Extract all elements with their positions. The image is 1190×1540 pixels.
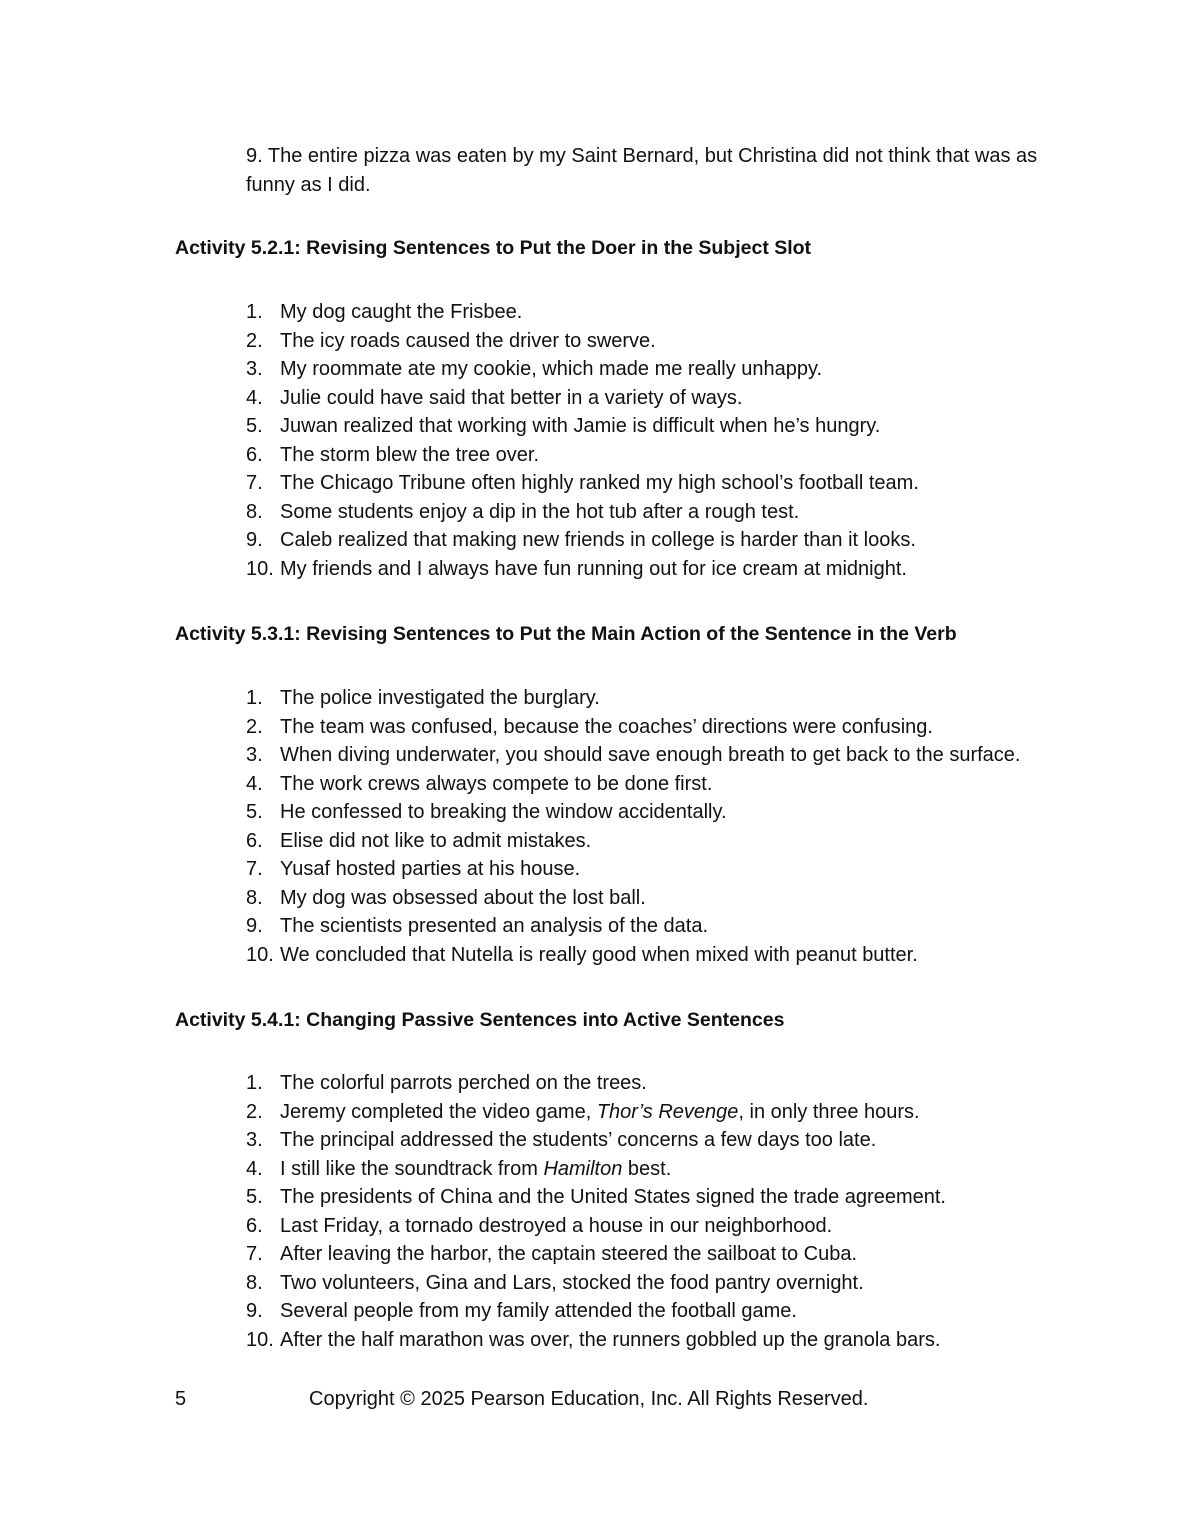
- item-number: 7.: [246, 472, 263, 494]
- list-item: [246, 827, 1020, 856]
- item-number: 2.: [246, 715, 263, 738]
- page-number: 5: [175, 1388, 187, 1410]
- list-item: [246, 855, 1020, 884]
- item-text: We concluded that Nutella is really good when mixed with peanut butter.: [280, 943, 918, 966]
- list-item: [246, 912, 1020, 941]
- item-number: 9.: [246, 529, 263, 551]
- list-item: [246, 1126, 946, 1155]
- list-item: [246, 327, 919, 356]
- list-item: [246, 298, 919, 327]
- answer-list: [246, 298, 919, 583]
- list-item: [246, 555, 919, 584]
- musical-title: Hamilton: [543, 1157, 623, 1180]
- list-item: [246, 1098, 946, 1127]
- item-text: The icy roads caused the driver to swerve.: [280, 329, 656, 352]
- item-number: 7.: [246, 858, 263, 880]
- list-item: [246, 1326, 946, 1355]
- item-text: Caleb realized that making new friends in college is harder than it looks.: [280, 529, 916, 551]
- item-number: 6.: [246, 829, 263, 852]
- item-number: 2.: [246, 329, 263, 352]
- game-title: Thor’s Revenge: [596, 1100, 739, 1123]
- section-heading: Activity 5.3.1: Revising Sentences to Put the Main Action of the Sentence in the Verb: [175, 623, 957, 645]
- list-item: [246, 1212, 946, 1241]
- list-item: [246, 884, 1020, 913]
- item-text: My dog was obsessed about the lost ball.: [280, 886, 646, 909]
- item-text: After the half marathon was over, the runners gobbled up the granola bars.: [280, 1328, 941, 1351]
- item-text: Elise did not like to admit mistakes.: [280, 829, 592, 852]
- item-text: The police investigated the burglary.: [280, 687, 600, 709]
- section-heading: Activity 5.4.1: Changing Passive Sentences into Active Sentences: [175, 1009, 785, 1031]
- list-item: [246, 1297, 946, 1326]
- item-number: 4.: [246, 772, 263, 795]
- item-number: 8.: [246, 1271, 263, 1294]
- section-heading: Activity 5.2.1: Revising Sentences to Put the Doer in the Subject Slot: [175, 237, 812, 259]
- item-number: 6.: [246, 443, 263, 466]
- item-text: The colorful parrots perched on the trees.: [280, 1072, 647, 1094]
- item-text: My roommate ate my cookie, which made me really unhappy.: [280, 358, 823, 380]
- item-text: He confessed to breaking the window accidentally.: [280, 801, 727, 823]
- list-item: [246, 441, 919, 470]
- item-text: Two volunteers, Gina and Lars, stocked the food pantry overnight.: [280, 1271, 864, 1294]
- answer-list: [246, 1069, 946, 1354]
- list-item: [246, 498, 919, 527]
- item-number: 3.: [246, 744, 263, 766]
- item-number: 9.: [246, 1300, 263, 1322]
- item-text: The presidents of China and the United States signed the trade agreement.: [280, 1186, 946, 1208]
- list-item: [246, 469, 919, 498]
- item-text: Several people from my family attended the football game.: [280, 1300, 797, 1322]
- list-item: [246, 684, 1020, 713]
- list-item: [246, 770, 1020, 799]
- answer-list: [246, 684, 1020, 969]
- item-text: The work crews always compete to be done first.: [280, 772, 713, 795]
- item-number: 1.: [246, 301, 263, 323]
- item-text: I still like the soundtrack from Hamilton best.: [280, 1157, 672, 1180]
- item-number: 1.: [246, 1072, 263, 1094]
- item-text: The scientists presented an analysis of the data.: [280, 915, 709, 937]
- list-item: [246, 412, 919, 441]
- item-text: Some students enjoy a dip in the hot tub after a rough test.: [280, 500, 800, 523]
- item-text: The principal addressed the students’ concerns a few days too late.: [280, 1129, 877, 1151]
- item-number: 8.: [246, 886, 263, 909]
- list-item: [246, 384, 919, 413]
- item-number: 8.: [246, 500, 263, 523]
- item-number: 10.: [246, 557, 274, 580]
- item-text: The Chicago Tribune often highly ranked my high school’s football team.: [280, 472, 919, 494]
- list-item: [246, 1269, 946, 1298]
- item-text: Jeremy completed the video game, Thor’s Revenge, in only three hours.: [280, 1100, 920, 1123]
- list-item: [246, 1069, 946, 1098]
- list-item: [246, 1155, 946, 1184]
- item-text: Last Friday, a tornado destroyed a house in our neighborhood.: [280, 1214, 833, 1237]
- list-item: [246, 526, 919, 555]
- item-number: 3.: [246, 358, 263, 380]
- item-number: 10.: [246, 1328, 274, 1351]
- item-number: 10.: [246, 943, 274, 966]
- list-item: [246, 355, 919, 384]
- item-text: My friends and I always have fun running out for ice cream at midnight.: [280, 557, 907, 580]
- item-number: 1.: [246, 687, 263, 709]
- item-text: The team was confused, because the coaches’ directions were confusing.: [280, 715, 933, 738]
- item-text: Julie could have said that better in a variety of ways.: [280, 386, 743, 409]
- list-item: [246, 741, 1020, 770]
- item-text: Juwan realized that working with Jamie is difficult when he’s hungry.: [280, 415, 881, 437]
- list-item: [246, 1183, 946, 1212]
- item-text: When diving underwater, you should save enough breath to get back to the surface.: [280, 744, 1021, 766]
- item-text: After leaving the harbor, the captain steered the sailboat to Cuba.: [280, 1243, 858, 1265]
- item-number: 5.: [246, 415, 263, 437]
- list-item: [246, 1240, 946, 1269]
- list-item: [246, 941, 1020, 970]
- item-text: The storm blew the tree over.: [280, 443, 540, 466]
- item-number: 3.: [246, 1129, 263, 1151]
- item-number: 9.: [246, 915, 263, 937]
- continuation-item: 9. The entire pizza was eaten by my Saint Bernard, but Christina did not think that was as funny as I did.: [246, 145, 1038, 196]
- item-number: 4.: [246, 1157, 263, 1180]
- copyright-notice: Copyright © 2025 Pearson Education, Inc. All Rights Reserved.: [309, 1388, 869, 1410]
- item-number: 2.: [246, 1100, 263, 1123]
- item-text: Yusaf hosted parties at his house.: [280, 858, 581, 880]
- item-number: 7.: [246, 1243, 263, 1265]
- item-text: My dog caught the Frisbee.: [280, 301, 523, 323]
- list-item: [246, 713, 1020, 742]
- list-item: [246, 798, 1020, 827]
- item-number: 5.: [246, 1186, 263, 1208]
- item-number: 4.: [246, 386, 263, 409]
- item-number: 5.: [246, 801, 263, 823]
- item-number: 6.: [246, 1214, 263, 1237]
